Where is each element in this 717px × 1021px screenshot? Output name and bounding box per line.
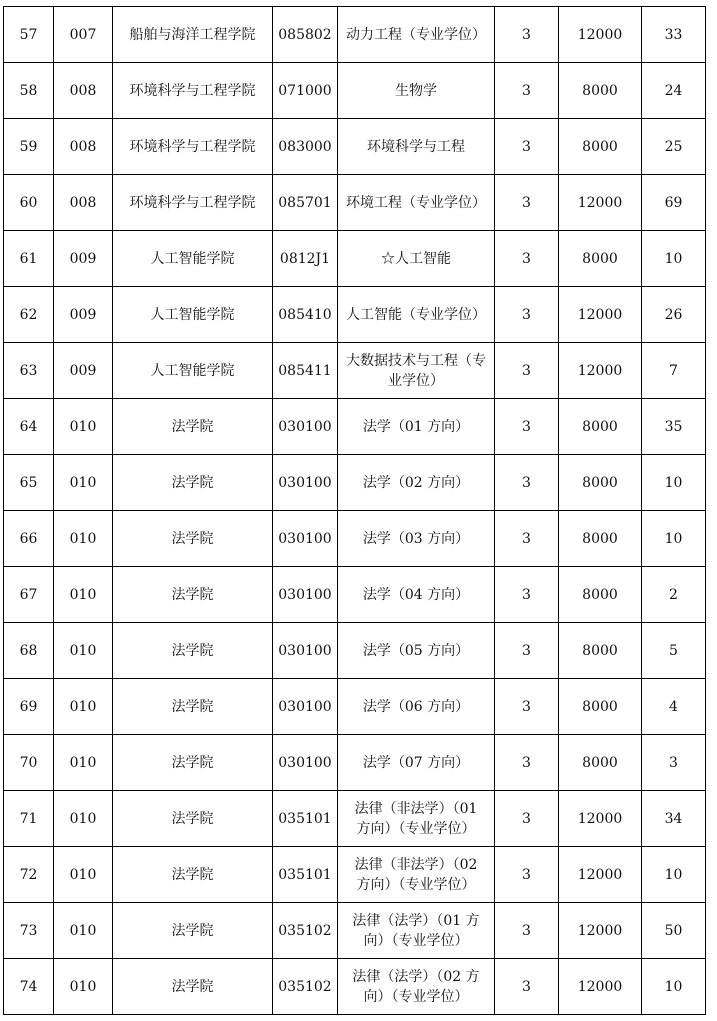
tuition-cell: 12000 [559,343,642,399]
table-row [4,511,706,567]
row-number-cell: 63 [4,343,54,399]
school-name-cell: 法学院 [113,511,273,567]
row-number-cell: 70 [4,735,54,791]
duration-cell: 3 [495,623,559,679]
quota-cell: 24 [642,63,706,119]
school-code-cell: 010 [54,735,113,791]
tuition-cell: 8000 [559,231,642,287]
school-code-cell: 009 [54,343,113,399]
table-row [4,231,706,287]
duration-cell: 3 [495,735,559,791]
row-number-cell: 71 [4,791,54,847]
duration-cell: 3 [495,903,559,959]
table-row [4,63,706,119]
duration-cell: 3 [495,175,559,231]
major-name-cell: 法学（05 方向） [338,623,495,679]
major-code-cell: 035102 [273,903,338,959]
duration-cell: 3 [495,399,559,455]
major-name-cell: 环境科学与工程 [338,119,495,175]
school-code-cell: 008 [54,63,113,119]
duration-cell: 3 [495,119,559,175]
major-name-cell: 法学（02 方向） [338,455,495,511]
table-row [4,791,706,847]
quota-cell: 5 [642,623,706,679]
school-name-cell: 法学院 [113,791,273,847]
major-name-cell: ☆人工智能 [338,231,495,287]
school-name-cell: 船舶与海洋工程学院 [113,7,273,63]
duration-cell: 3 [495,63,559,119]
duration-cell: 3 [495,343,559,399]
school-name-cell: 法学院 [113,679,273,735]
quota-cell: 3 [642,735,706,791]
major-name-cell: 法律（法学）（02 方向）（专业学位） [338,959,495,1015]
major-code-cell: 030100 [273,735,338,791]
table-row [4,623,706,679]
duration-cell: 3 [495,791,559,847]
tuition-cell: 12000 [559,791,642,847]
school-name-cell: 环境科学与工程学院 [113,63,273,119]
school-code-cell: 010 [54,623,113,679]
school-name-cell: 环境科学与工程学院 [113,175,273,231]
table-row [4,119,706,175]
row-number-cell: 64 [4,399,54,455]
major-name-cell: 大数据技术与工程（专业学位） [338,343,495,399]
tuition-cell: 12000 [559,959,642,1015]
school-code-cell: 010 [54,959,113,1015]
tuition-cell: 8000 [559,735,642,791]
tuition-cell: 12000 [559,175,642,231]
school-name-cell: 法学院 [113,847,273,903]
table-row [4,7,706,63]
school-name-cell: 法学院 [113,735,273,791]
row-number-cell: 57 [4,7,54,63]
school-code-cell: 007 [54,7,113,63]
major-name-cell: 法学（07 方向） [338,735,495,791]
table-row [4,903,706,959]
major-name-cell: 法律（法学）（01 方向）（专业学位） [338,903,495,959]
school-code-cell: 008 [54,119,113,175]
duration-cell: 3 [495,847,559,903]
duration-cell: 3 [495,7,559,63]
duration-cell: 3 [495,679,559,735]
tuition-cell: 8000 [559,567,642,623]
major-code-cell: 083000 [273,119,338,175]
duration-cell: 3 [495,455,559,511]
school-code-cell: 010 [54,791,113,847]
major-code-cell: 071000 [273,63,338,119]
tuition-cell: 12000 [559,903,642,959]
row-number-cell: 66 [4,511,54,567]
school-code-cell: 010 [54,679,113,735]
major-name-cell: 法学（01 方向） [338,399,495,455]
major-code-cell: 085410 [273,287,338,343]
major-name-cell: 法律（非法学）（02 方向）（专业学位） [338,847,495,903]
tuition-cell: 12000 [559,7,642,63]
row-number-cell: 61 [4,231,54,287]
row-number-cell: 68 [4,623,54,679]
tuition-cell: 8000 [559,399,642,455]
row-number-cell: 72 [4,847,54,903]
major-code-cell: 035101 [273,847,338,903]
quota-cell: 10 [642,847,706,903]
major-name-cell: 环境工程（专业学位） [338,175,495,231]
school-code-cell: 010 [54,567,113,623]
quota-cell: 69 [642,175,706,231]
quota-cell: 26 [642,287,706,343]
major-code-cell: 030100 [273,511,338,567]
quota-cell: 7 [642,343,706,399]
school-name-cell: 法学院 [113,959,273,1015]
school-name-cell: 人工智能学院 [113,231,273,287]
row-number-cell: 65 [4,455,54,511]
major-code-cell: 085411 [273,343,338,399]
quota-cell: 50 [642,903,706,959]
major-code-cell: 030100 [273,567,338,623]
row-number-cell: 59 [4,119,54,175]
table-body [4,7,706,1015]
school-name-cell: 法学院 [113,623,273,679]
tuition-cell: 8000 [559,679,642,735]
school-code-cell: 010 [54,511,113,567]
table-row [4,287,706,343]
row-number-cell: 60 [4,175,54,231]
school-name-cell: 人工智能学院 [113,343,273,399]
tuition-cell: 8000 [559,511,642,567]
enrollment-table [3,6,706,1015]
school-name-cell: 人工智能学院 [113,287,273,343]
school-code-cell: 010 [54,399,113,455]
school-code-cell: 009 [54,231,113,287]
tuition-cell: 12000 [559,847,642,903]
major-name-cell: 法律（非法学）（01 方向）（专业学位） [338,791,495,847]
row-number-cell: 69 [4,679,54,735]
school-code-cell: 008 [54,175,113,231]
table-row [4,175,706,231]
quota-cell: 34 [642,791,706,847]
quota-cell: 10 [642,959,706,1015]
duration-cell: 3 [495,511,559,567]
table-row [4,455,706,511]
quota-cell: 10 [642,231,706,287]
table-row [4,567,706,623]
row-number-cell: 74 [4,959,54,1015]
quota-cell: 10 [642,511,706,567]
school-name-cell: 法学院 [113,903,273,959]
major-name-cell: 法学（06 方向） [338,679,495,735]
major-code-cell: 085701 [273,175,338,231]
tuition-cell: 8000 [559,63,642,119]
duration-cell: 3 [495,567,559,623]
tuition-cell: 12000 [559,287,642,343]
major-code-cell: 085802 [273,7,338,63]
school-code-cell: 010 [54,847,113,903]
row-number-cell: 67 [4,567,54,623]
quota-cell: 33 [642,7,706,63]
school-name-cell: 法学院 [113,455,273,511]
major-code-cell: 035102 [273,959,338,1015]
quota-cell: 35 [642,399,706,455]
school-code-cell: 009 [54,287,113,343]
table-row [4,847,706,903]
major-code-cell: 030100 [273,455,338,511]
quota-cell: 10 [642,455,706,511]
tuition-cell: 8000 [559,623,642,679]
major-name-cell: 法学（03 方向） [338,511,495,567]
major-code-cell: 030100 [273,623,338,679]
duration-cell: 3 [495,231,559,287]
major-name-cell: 人工智能（专业学位） [338,287,495,343]
row-number-cell: 58 [4,63,54,119]
major-code-cell: 030100 [273,679,338,735]
tuition-cell: 8000 [559,455,642,511]
table-row [4,679,706,735]
quota-cell: 25 [642,119,706,175]
major-name-cell: 法学（04 方向） [338,567,495,623]
quota-cell: 4 [642,679,706,735]
major-name-cell: 生物学 [338,63,495,119]
school-code-cell: 010 [54,903,113,959]
table-row [4,959,706,1015]
major-code-cell: 030100 [273,399,338,455]
school-code-cell: 010 [54,455,113,511]
table-row [4,343,706,399]
duration-cell: 3 [495,287,559,343]
major-code-cell: 035101 [273,791,338,847]
duration-cell: 3 [495,959,559,1015]
tuition-cell: 8000 [559,119,642,175]
major-code-cell: 0812J1 [273,231,338,287]
major-name-cell: 动力工程（专业学位） [338,7,495,63]
table-row [4,735,706,791]
school-name-cell: 法学院 [113,399,273,455]
quota-cell: 2 [642,567,706,623]
table-row [4,399,706,455]
row-number-cell: 73 [4,903,54,959]
school-name-cell: 环境科学与工程学院 [113,119,273,175]
school-name-cell: 法学院 [113,567,273,623]
row-number-cell: 62 [4,287,54,343]
